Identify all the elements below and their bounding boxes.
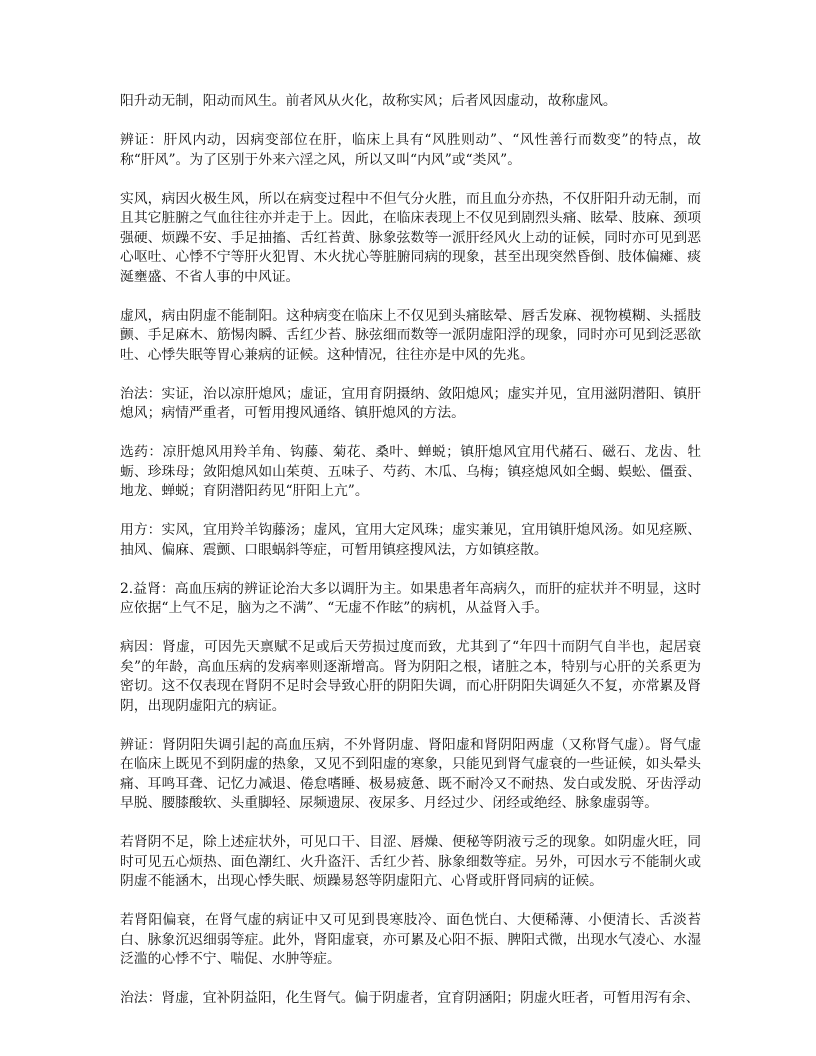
paragraph-wind-origin: 阳升动无制，阳动而风生。前者风从火化，故称实风；后者风因虚动，故称虚风。 — [120, 93, 617, 109]
paragraph-drug-selection: 选药：凉肝熄风用羚羊角、钩藤、菊花、桑叶、蝉蜕；镇肝熄风宜用代赭石、磁石、龙齿、牡蛎、珍珠母；敛阳熄风如山茱萸、五味子、芍药、木瓜、乌梅；镇痉熄风如全蝎、蜈蚣、僵蚕、地龙、蝉蜕；育阴潜阳药见“肝阳上亢”。 — [120, 444, 701, 499]
paragraph-prescription: 用方：实风，宜用羚羊钩藤汤；虚风，宜用大定风珠；虚实兼见，宜用镇肝熄风汤。如见痉厥、抽风、偏麻、震颤、口眼蜗斜等症，可暂用镇痉搜风法，方如镇痉散。 — [120, 522, 701, 558]
paragraph-kidney-yang-deficiency: 若肾阳偏衰，在肾气虚的病证中又可见到畏寒肢冷、面色恍白、大便稀薄、小便清长、舌淡苔白、脉象沉迟细弱等症。此外，肾阳虚衰，亦可累及心阳不振、脾阳式微，出现水气凌心、水湿泛滥的心悸不宁、喘促、水肿等症。 — [120, 912, 701, 967]
paragraph-differentiation-liver-wind: 辨证：肝风内动，因病变部位在肝，临床上具有“风胜则动”、“风性善行而数变”的特点，故称“肝风”。为了区别于外来六淫之风，所以又叫“内风”或“类风”。 — [120, 132, 701, 168]
paragraph-treatment-method: 治法：实证，治以凉肝熄风；虚证，宜用育阴摄纳、敛阳熄风；虚实并见，宜用滋阴潜阳、镇肝熄风；病情严重者，可暂用搜风通络、镇肝熄风的方法。 — [120, 385, 701, 421]
paragraph-kidney-differentiation: 辨证：肾阴阳失调引起的高血压病，不外肾阴虚、肾阳虚和肾阴阳两虚（又称肾气虚）。肾气虚在临床上既见不到阴虚的热象，又见不到阳虚的寒象，只能见到肾气虚衰的一些证候，如头晕头痛、耳鸣耳聋、记忆力减退、倦怠嗜睡、极易疲惫、既不耐冷又不耐热、发白或发脱、牙齿浮动早脱、腰膝酸软、头重脚轻、尿频遗尿、夜尿多、月经过少、闭经或绝经、脉象虚弱等。 — [120, 736, 701, 811]
paragraph-tonify-kidney: 2.益肾：高血压病的辨证论治大多以调肝为主。如果患者年高病久，而肝的症状并不明显，这时应依据“上气不足，脑为之不满”、“无虚不作眩”的病机，从益肾入手。 — [120, 580, 701, 616]
paragraph-kidney-treatment: 治法：肾虚，宜补阴益阳，化生肾气。偏于阴虚者，宜育阴涵阳；阴虚火旺者，可暂用泻有余、 — [120, 990, 700, 1006]
document-page — [120, 92, 701, 1028]
paragraph-excess-wind: 实风，病因火极生风，所以在病变过程中不但气分火胜，而且血分亦热，不仅肝阳升动无制，而且其它脏腑之气血往往亦并走于上。因此，在临床表现上不仅见到剧烈头痛、眩晕、肢麻、颈项强硬、烦躁不安、手足抽搐、舌红苔黄、脉象弦数等一派肝经风火上动的证候，同时亦可见到恶心呕吐、心悸不宁等肝火犯胃、木火扰心等脏腑同病的现象，甚至出现突然昏倒、肢体偏瘫、痰涎壅盛、不省人事的中风证。 — [120, 190, 701, 285]
paragraph-deficiency-wind: 虚风，病由阴虚不能制阳。这种病变在临床上不仅见到头痛眩晕、唇舌发麻、视物模糊、头摇肢颤、手足麻木、筋惕肉瞬、舌红少苔、脉弦细而数等一派阴虚阳浮的现象，同时亦可见到泛恶欲吐、心悸失眠等胃心兼病的证候。这种情况，往往亦是中风的先兆。 — [120, 307, 701, 363]
paragraph-kidney-yin-deficiency: 若肾阴不足，除上述症状外，可见口干、目涩、唇燥、便秘等阴液亏乏的现象。如阴虚火旺，同时可见五心烦热、面色潮红、火升盗汗、舌红少苔、脉象细数等症。另外，可因水亏不能制火或阴虚不能涵木，出现心悸失眠、烦躁易怒等阴虚阳亢、心肾或肝肾同病的证候。 — [120, 834, 701, 889]
paragraph-etiology: 病因：肾虚，可因先天禀赋不足或后天劳损过度而致，尤其到了“年四十而阴气自半也，起居衰矣”的年龄，高血压病的发病率则逐渐增高。肾为阴阳之根，诸脏之本，特别与心肝的关系更为密切。这不仅表现在肾阴不足时会导致心肝的阴阳失调，而心肝阴阳失调延久不复，亦常累及肾阴，出现阴虚阳亢的病证。 — [120, 639, 701, 714]
